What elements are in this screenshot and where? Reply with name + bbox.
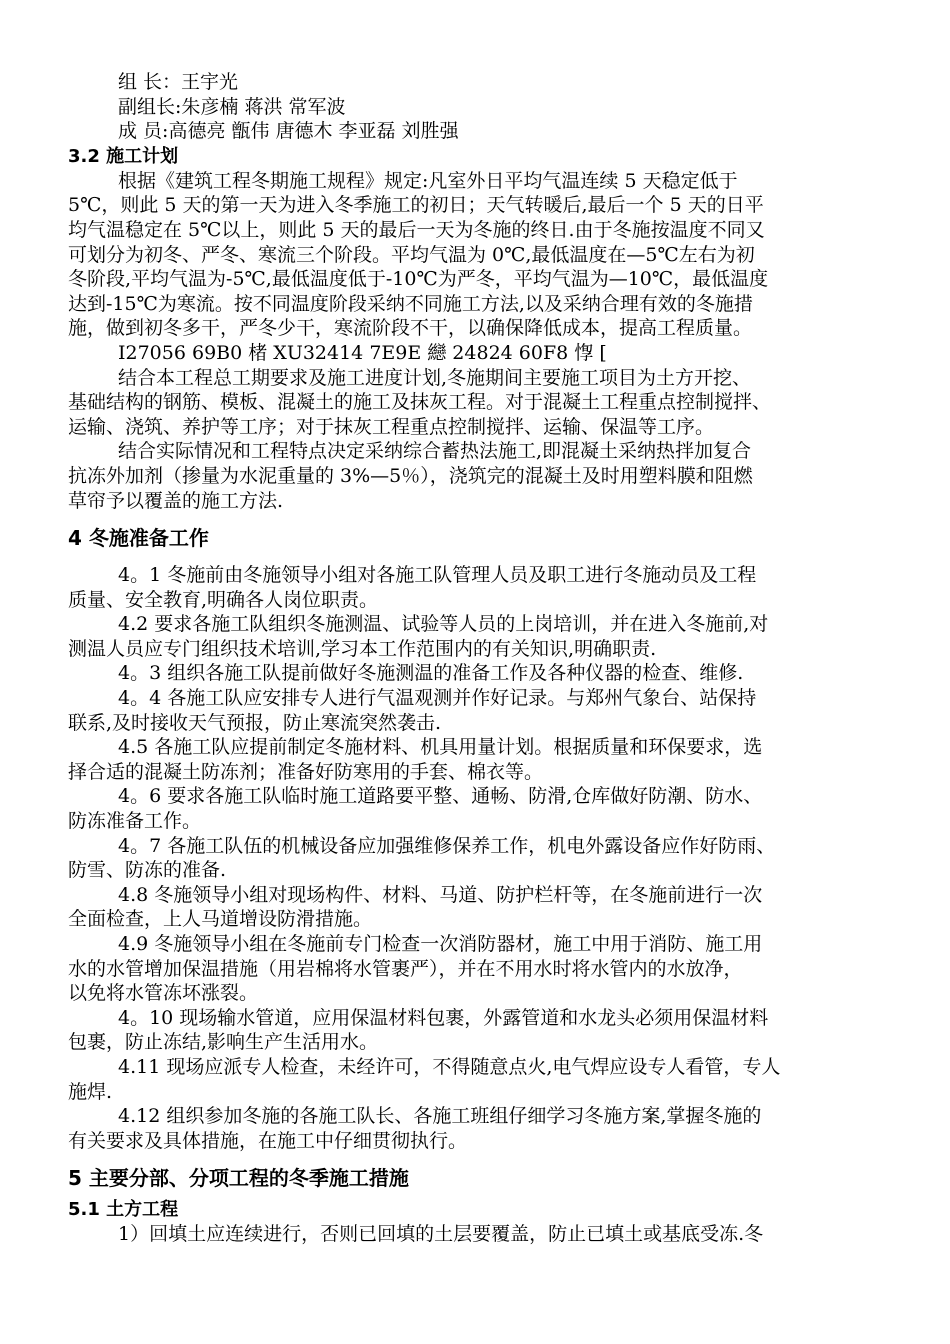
section-4-item-8 [68, 883, 884, 932]
team-leader-line: 组 长：王宇光 [118, 71, 239, 93]
section-4-item-7 [68, 834, 884, 883]
paragraph-line: 施，做到初冬多干，严冬少干，寒流阶段不干，以确保降低成本，提高工程质量。 [68, 317, 753, 340]
paragraph-line: 运输、浇筑、养护等工序；对于抹灰工程重点控制搅拌、运输、保温等工序。 [68, 415, 715, 438]
paragraph-line: 水的水管增加保温措施（用岩棉将水管裹严），并在不用水时将水管内的水放净， [68, 957, 743, 980]
paragraph-line: 4。3 组织各施工队提前做好冬施测温的准备工作及各种仪器的检查、维修. [118, 662, 744, 685]
section-4-item-2 [68, 612, 884, 661]
section-3-2-paragraph-2 [68, 366, 884, 440]
paragraph-line: 4.9 冬施领导小组在冬施前专门检查一次消防器材，施工中用于消防、施工用 [118, 933, 763, 955]
paragraph-line: 基础结构的钢筋、模板、混凝土的施工及抹灰工程。对于混凝土工程重点控制搅拌、 [68, 391, 772, 414]
section-5-1-paragraph-line: 1）回填土应连续进行，否则已回填的土层要覆盖，防止已填土或基底受冻.冬 [118, 1223, 764, 1246]
section-4-item-1 [68, 563, 884, 612]
paragraph-line: 择合适的混凝土防冻剂；准备好防寒用的手套、棉衣等。 [68, 760, 544, 783]
paragraph-line: 可划分为初冬、严冬、寒流三个阶段。平均气温为 0℃,最低温度在—5℃左右为初 [68, 243, 755, 266]
paragraph-line: 4.11 现场应派专人检查，未经许可，不得随意点火,电气焊应设专人看管，专人 [118, 1055, 781, 1078]
paragraph-line: 4.12 组织参加冬施的各施工队长、各施工班组仔细学习冬施方案,掌握冬施的 [118, 1105, 762, 1128]
section-4-item-3 [68, 661, 884, 686]
section-4-item-11 [68, 1055, 884, 1104]
paragraph-line: 4。10 现场输水管道，应用保温材料包裹，外露管道和水龙头必须用保温材料 [118, 1006, 769, 1029]
section-4-item-4 [68, 686, 884, 735]
paragraph-line: 质量、安全教育,明确各人岗位职责。 [68, 588, 379, 611]
section-4-item-6 [68, 784, 884, 833]
paragraph-line: 4。1 冬施前由冬施领导小组对各施工队管理人员及职工进行冬施动员及工程 [118, 564, 757, 587]
section-4-item-5 [68, 735, 884, 784]
paragraph-line: 有关要求及具体措施，在施工中仔细贯彻执行。 [68, 1129, 468, 1152]
section-5-1-heading: 5.1 土方工程 [68, 1199, 179, 1221]
section-4-item-10 [68, 1006, 884, 1055]
paragraph-line: 4。4 各施工队应安排专人进行气温观测并作好记录。与郑州气象台、站保持 [118, 687, 757, 710]
paragraph-line: 结合实际情况和工程特点决定采纳综合蓄热法施工,即混凝土采纳热拌加复合 [118, 440, 752, 463]
section-4-item-12 [68, 1104, 884, 1153]
paragraph-line: 防冻准备工作。 [68, 810, 202, 833]
paragraph-line: 5℃，则此 5 天的第一天为进入冬季施工的初日；天气转暖后,最后一个 5 天的日平 [68, 194, 764, 217]
paragraph-line: 抗冻外加剂（掺量为水泥重量的 3%—5％），浇筑完的混凝土及时用塑料膜和阻燃 [68, 464, 753, 487]
paragraph-line: 4。7 各施工队伍的机械设备应加强维修保养工作，机电外露设备应作好防雨、 [118, 834, 776, 857]
team-deputy-line: 副组长:朱彦楠 蒋洪 常军波 [118, 95, 346, 118]
paragraph-line: 均气温稳定在 5℃以上，则此 5 天的最后一天为冬施的终日.由于冬施按温度不同又 [68, 218, 765, 241]
section-3-2-paragraph-3 [68, 439, 884, 513]
paragraph-line: 以免将水管冻坏涨裂。 [68, 982, 259, 1005]
paragraph-line: 全面检查，上人马道增设防滑措施。 [68, 908, 373, 931]
paragraph-line: 冬阶段,平均气温为-5℃,最低温度低于-10℃为严冬，平均气温为—10℃，最低温度 [68, 268, 769, 291]
paragraph-line: 4.8 冬施领导小组对现场构件、材料、马道、防护栏杆等，在冬施前进行一次 [118, 883, 763, 906]
paragraph-line: 防雪、防冻的准备. [68, 859, 227, 882]
section-3-2-heading: 3.2 施工计划 [68, 145, 179, 167]
paragraph-line: 4.5 各施工队应提前制定冬施材料、机具用量计划。根据质量和环保要求，选 [118, 736, 763, 759]
paragraph-line: 施焊. [68, 1080, 113, 1103]
section-4-item-9 [68, 932, 884, 1006]
paragraph-line: 测温人员应专门组织技术培训,学习本工作范围内的有关知识,明确职责. [68, 637, 657, 660]
paragraph-line: 4。6 要求各施工队临时施工道路要平整、通畅、防滑,仓库做好防潮、防水、 [118, 785, 763, 808]
section-5-heading: 5 主要分部、分项工程的冬季施工措施 [68, 1166, 409, 1191]
team-members-line: 成 员:高德亮 甑伟 唐德木 李亚磊 刘胜强 [118, 120, 459, 143]
paragraph-line: 达到-15℃为寒流。按不同温度阶段采纳不同施工方法,以及采纳合理有效的冬施措 [68, 292, 753, 315]
paragraph-line: 包裹，防止冻结,影响生产生活用水。 [68, 1031, 379, 1054]
garbled-code-line: I27056 69B0 楮 XU32414 7E9E 纞 24824 60F8 惸 [ [118, 341, 607, 364]
paragraph-line: 联系,及时接收天气预报，防止寒流突然袭击. [68, 711, 442, 734]
paragraph-line: 根据《建筑工程冬期施工规程》规定:凡室外日平均气温连续 5 天稳定低于 [118, 169, 738, 192]
document-page [68, 70, 884, 1247]
paragraph-line: 4.2 要求各施工队组织冬施测温、试验等人员的上岗培训，并在进入冬施前,对 [118, 613, 769, 636]
paragraph-line: 草帘予以覆盖的施工方法. [68, 489, 284, 512]
section-4-heading: 4 冬施准备工作 [68, 526, 209, 551]
paragraph-line: 结合本工程总工期要求及施工进度计划,冬施期间主要施工项目为土方开挖、 [118, 366, 752, 389]
section-3-2-paragraph-1 [68, 169, 884, 341]
